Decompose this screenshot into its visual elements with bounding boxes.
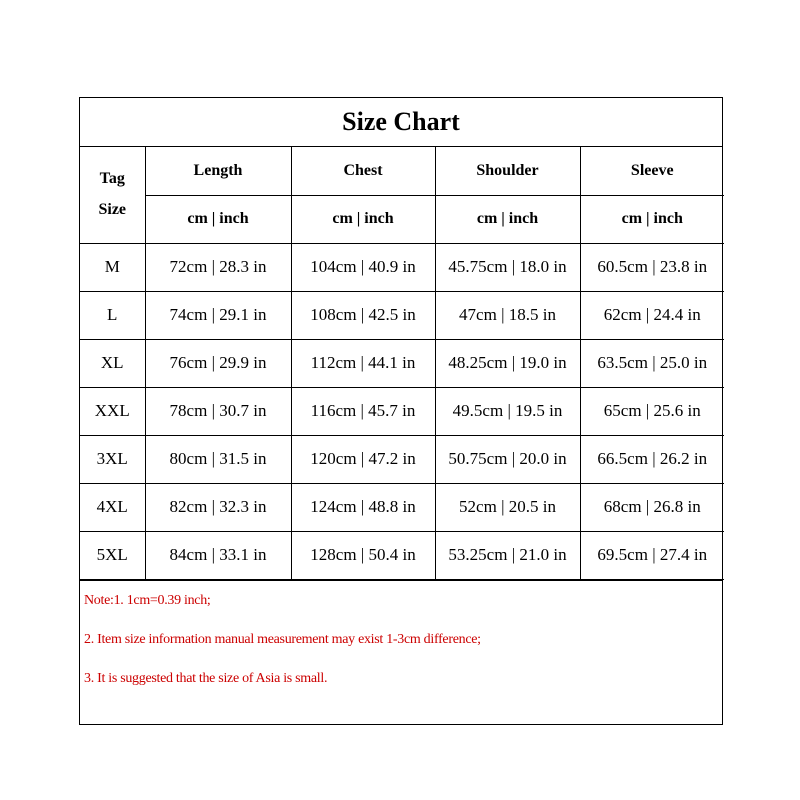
measurement-cell: 116cm | 45.7 in [291, 387, 435, 435]
table-row [80, 435, 724, 483]
table-row [80, 483, 724, 531]
measurement-cell: 48.25cm | 19.0 in [435, 339, 580, 387]
measurement-cell: 124cm | 48.8 in [291, 483, 435, 531]
measurement-cell: 76cm | 29.9 in [145, 339, 291, 387]
size-label: Size [98, 200, 127, 218]
measurement-cell: 50.75cm | 20.0 in [435, 435, 580, 483]
size-cell: XL [80, 339, 145, 387]
measurement-cell: 108cm | 42.5 in [291, 291, 435, 339]
measurement-cell: 74cm | 29.1 in [145, 291, 291, 339]
measurement-cell: 62cm | 24.4 in [580, 291, 724, 339]
header-row [80, 147, 724, 195]
measurement-cell: 45.75cm | 18.0 in [435, 243, 580, 291]
measurement-cell: 49.5cm | 19.5 in [435, 387, 580, 435]
size-cell: XXL [80, 387, 145, 435]
measurement-cell: 120cm | 47.2 in [291, 435, 435, 483]
table-row [80, 387, 724, 435]
size-cell: 3XL [80, 435, 145, 483]
unit-shoulder: cm | inch [435, 195, 580, 243]
column-header-length: Length [145, 147, 291, 195]
measurement-cell: 65cm | 25.6 in [580, 387, 724, 435]
column-header-shoulder: Shoulder [435, 147, 580, 195]
note-3: 3. It is suggested that the size of Asia is small. [84, 670, 328, 686]
measurement-cell: 53.25cm | 21.0 in [435, 531, 580, 579]
measurement-cell: 47cm | 18.5 in [435, 291, 580, 339]
size-chart [79, 97, 723, 725]
column-header-chest: Chest [291, 147, 435, 195]
measurement-cell: 60.5cm | 23.8 in [580, 243, 724, 291]
notes-section [80, 580, 722, 706]
measurement-cell: 78cm | 30.7 in [145, 387, 291, 435]
measurement-cell: 112cm | 44.1 in [291, 339, 435, 387]
size-cell: 5XL [80, 531, 145, 579]
measurement-cell: 52cm | 20.5 in [435, 483, 580, 531]
size-cell: M [80, 243, 145, 291]
measurement-cell: 66.5cm | 26.2 in [580, 435, 724, 483]
unit-length: cm | inch [145, 195, 291, 243]
table-row [80, 243, 724, 291]
measurement-cell: 72cm | 28.3 in [145, 243, 291, 291]
unit-chest: cm | inch [291, 195, 435, 243]
chart-title: Size Chart [80, 98, 722, 147]
table-row [80, 339, 724, 387]
measurement-cell: 82cm | 32.3 in [145, 483, 291, 531]
size-cell: L [80, 291, 145, 339]
measurement-cell: 68cm | 26.8 in [580, 483, 724, 531]
units-row [80, 195, 724, 243]
note-2: 2. Item size information manual measurement may exist 1-3cm difference; [84, 631, 481, 647]
note-1: Note:1. 1cm=0.39 inch; [84, 592, 211, 608]
measurement-cell: 84cm | 33.1 in [145, 531, 291, 579]
size-table [80, 147, 724, 580]
table-row [80, 531, 724, 579]
measurement-cell: 63.5cm | 25.0 in [580, 339, 724, 387]
table-row [80, 291, 724, 339]
measurement-cell: 80cm | 31.5 in [145, 435, 291, 483]
tag-label: Tag [99, 170, 125, 188]
tag-size-header [80, 147, 145, 243]
measurement-cell: 128cm | 50.4 in [291, 531, 435, 579]
unit-sleeve: cm | inch [580, 195, 724, 243]
size-cell: 4XL [80, 483, 145, 531]
measurement-cell: 69.5cm | 27.4 in [580, 531, 724, 579]
column-header-sleeve: Sleeve [580, 147, 724, 195]
measurement-cell: 104cm | 40.9 in [291, 243, 435, 291]
